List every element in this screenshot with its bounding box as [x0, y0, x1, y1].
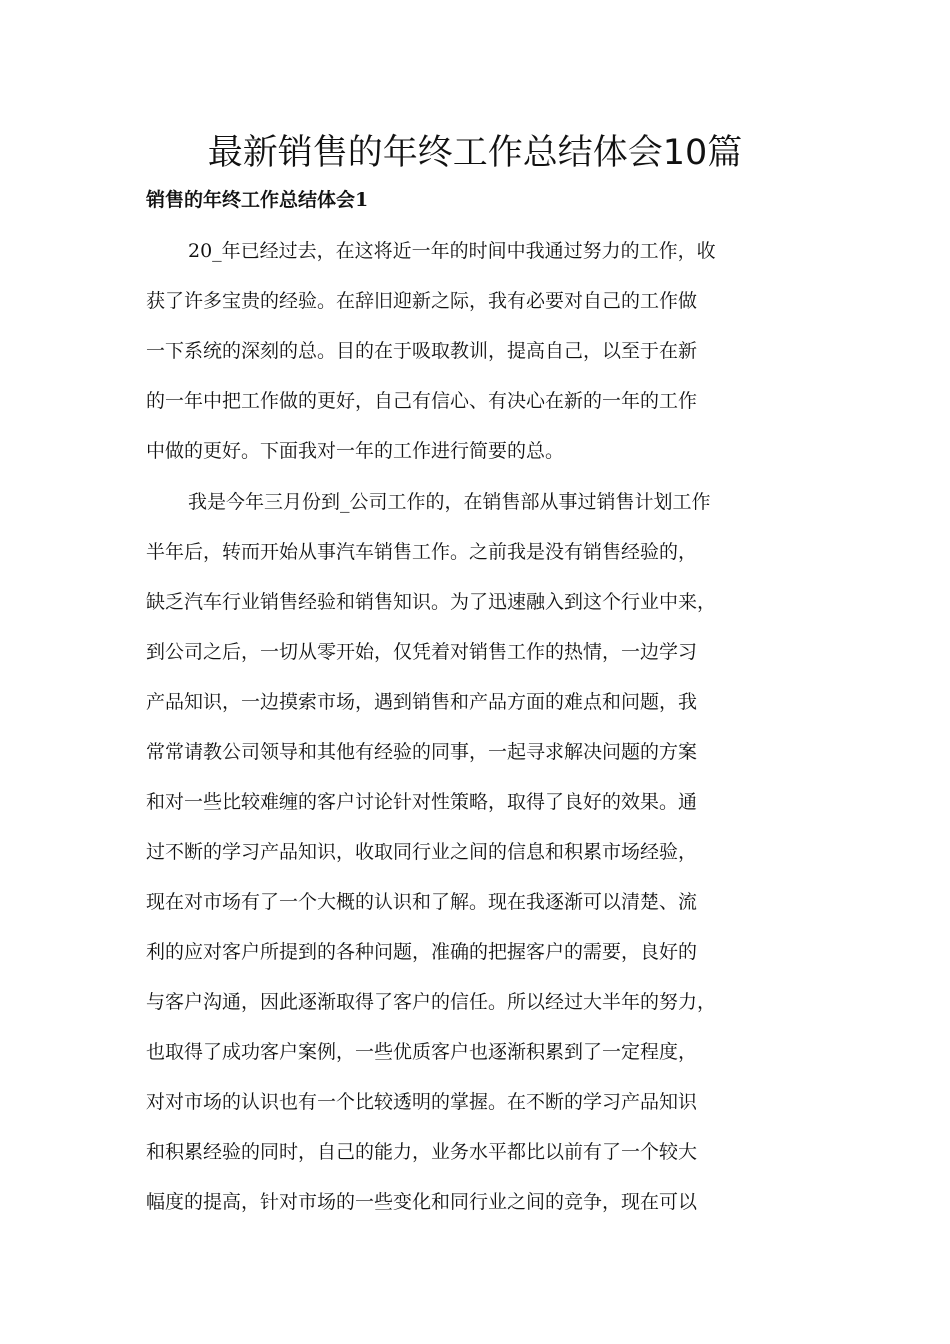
paragraph-line: 现在对市场有了一个大概的认识和了解。现在我逐渐可以清楚、流 — [146, 891, 698, 913]
paragraph-line: 对对市场的认识也有一个比较透明的掌握。在不断的学习产品知识 — [146, 1091, 698, 1113]
paragraph-line: 我是今年三月份到_公司工作的，在销售部从事过销售计划工作 — [188, 491, 711, 513]
paragraph-line: 常常请教公司领导和其他有经验的同事，一起寻求解决问题的方案 — [146, 741, 698, 763]
paragraph-1 — [146, 226, 806, 476]
paragraph-line: 幅度的提高，针对市场的一些变化和同行业之间的竞争，现在可以 — [146, 1191, 698, 1213]
document-title: 最新销售的年终工作总结体会10篇 — [207, 133, 743, 173]
paragraph-line: 过不断的学习产品知识，收取同行业之间的信息和积累市场经验， — [146, 841, 698, 863]
paragraph-line: 20_年已经过去，在这将近一年的时间中我通过努力的工作，收 — [188, 240, 716, 262]
paragraph-line: 一下系统的深刻的总。目的在于吸取教训，提高自己，以至于在新 — [146, 340, 698, 362]
paragraph-line: 与客户沟通，因此逐渐取得了客户的信任。所以经过大半年的努力， — [146, 991, 717, 1013]
paragraph-line: 缺乏汽车行业销售经验和销售知识。为了迅速融入到这个行业中来， — [146, 591, 717, 613]
paragraph-line: 和积累经验的同时，自己的能力，业务水平都比以前有了一个较大 — [146, 1141, 698, 1163]
paragraph-line: 的一年中把工作做的更好，自己有信心、有决心在新的一年的工作 — [146, 390, 698, 412]
paragraph-line: 利的应对客户所提到的各种问题，准确的把握客户的需要，良好的 — [146, 941, 698, 963]
paragraph-line: 到公司之后，一切从零开始，仅凭着对销售工作的热情，一边学习 — [146, 641, 698, 663]
paragraph-line: 获了许多宝贵的经验。在辞旧迎新之际，我有必要对自己的工作做 — [146, 290, 698, 312]
paragraph-line: 产品知识，一边摸索市场，遇到销售和产品方面的难点和问题，我 — [146, 691, 698, 713]
paragraph-line: 也取得了成功客户案例，一些优质客户也逐渐积累到了一定程度， — [146, 1041, 698, 1063]
paragraph-line: 中做的更好。下面我对一年的工作进行简要的总。 — [146, 440, 565, 462]
section-heading: 销售的年终工作总结体会1 — [146, 189, 369, 211]
paragraph-2 — [146, 477, 806, 1227]
paragraph-line: 半年后，转而开始从事汽车销售工作。之前我是没有销售经验的， — [146, 541, 698, 563]
paragraph-line: 和对一些比较难缠的客户讨论针对性策略，取得了良好的效果。通 — [146, 791, 698, 813]
